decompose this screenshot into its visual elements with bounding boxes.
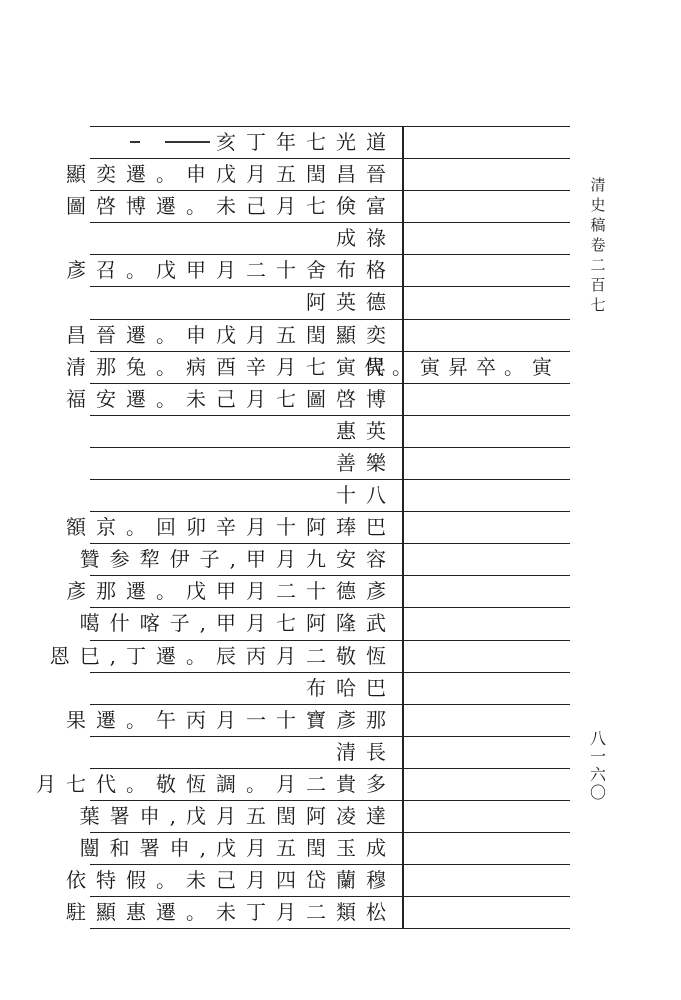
table-row: [90, 286, 570, 318]
cell-primary: [66, 384, 402, 415]
cell-text: 葉署申,戊月五閏阿凌達: [79, 803, 396, 828]
cell-secondary: [402, 737, 572, 768]
cell-secondary: [402, 705, 572, 736]
cell-primary: [79, 608, 402, 639]
cell-primary: [66, 897, 402, 928]
cell-primary: [90, 416, 402, 447]
table-row: [66, 383, 570, 415]
cell-text: 昌晉遷。申戊月五閏顯奕: [66, 322, 396, 347]
cell-text: 善樂: [336, 450, 396, 475]
cell-primary: [66, 352, 402, 383]
table-row: [90, 479, 570, 511]
cell-text: 噶什喀子,甲月七阿隆武: [79, 611, 396, 636]
cell-secondary: [402, 801, 572, 832]
table-row: [66, 254, 570, 286]
cell-text: 惠英: [336, 418, 396, 443]
volume-title: 清史稿卷二百七: [590, 176, 606, 314]
cell-secondary: [402, 448, 572, 479]
table-row: [66, 575, 570, 607]
cell-secondary: [402, 191, 572, 222]
cell-secondary: [402, 287, 572, 318]
table-row: [90, 222, 570, 254]
cell-primary: [90, 223, 402, 254]
table-row: [90, 672, 570, 704]
cell-text: 果遷。午丙月一十寶彥那: [66, 707, 396, 732]
cell-text: 亥丁年七光道: [216, 130, 396, 154]
table-row: [66, 190, 570, 222]
cell-text: 阿英德: [306, 290, 396, 315]
table-row: [90, 415, 570, 447]
cell-primary: [90, 480, 402, 511]
cell-text: 顯奕遷。申戊月五閏昌晉: [66, 162, 396, 187]
table-row: [90, 126, 570, 158]
cell-secondary: [402, 544, 572, 575]
table-row: [79, 832, 570, 864]
cell-secondary: [402, 127, 572, 158]
table-row: [49, 640, 570, 672]
cell-primary: [66, 159, 402, 190]
page-number: 八一六〇: [589, 729, 606, 802]
cell-text: 贊参犂伊子,甲月九安容: [79, 547, 396, 572]
cell-secondary: [402, 159, 572, 190]
dash-mark: [110, 141, 210, 143]
cell-secondary: [402, 833, 572, 864]
cell-secondary: [402, 223, 572, 254]
cell-primary: [79, 801, 402, 832]
table-row: [66, 351, 570, 383]
cell-text: 依特假。未己月四岱蘭穆: [66, 868, 396, 893]
cell-secondary: [402, 673, 572, 704]
cell-primary: [66, 191, 402, 222]
cell-secondary: [402, 512, 572, 543]
cell-text: 闓和署申,戊月五閏玉成: [79, 836, 396, 861]
cell-text: 清那兔。病酉辛月七寅昇: [66, 354, 396, 379]
cell-primary: [79, 544, 402, 575]
cell-secondary: [402, 416, 572, 447]
cell-secondary: [402, 255, 572, 286]
table-row: [79, 607, 570, 639]
cell-secondary: [402, 769, 572, 800]
cell-secondary: [402, 320, 572, 351]
table-row: [90, 736, 570, 768]
table-row: [66, 511, 570, 543]
cell-secondary: [402, 865, 572, 896]
cell-primary: [66, 865, 402, 896]
cell-primary: [66, 576, 402, 607]
cell-text: 代。寅昇卒。寅: [364, 354, 560, 379]
cell-text: 駐顯惠遷。未丁月二類松: [66, 900, 396, 925]
cell-primary: [90, 673, 402, 704]
cell-primary: [90, 737, 402, 768]
cell-text: 彥召。戊甲月二十舍布格: [66, 258, 396, 283]
table-row: [66, 319, 570, 351]
cell-secondary: [402, 576, 572, 607]
cell-secondary: [402, 384, 572, 415]
cell-secondary: [402, 641, 572, 672]
cell-secondary: [402, 480, 572, 511]
cell-secondary: [364, 352, 572, 383]
cell-primary: [49, 641, 402, 672]
cell-primary: [66, 512, 402, 543]
cell-text: 布哈巴: [306, 675, 396, 700]
table-row: [66, 864, 570, 896]
cell-primary: [79, 833, 402, 864]
table-row: [79, 800, 570, 832]
cell-primary: [90, 127, 402, 158]
cell-text: 十八: [336, 483, 396, 508]
cell-text: 彥那遷。戊甲月二十德彥: [66, 579, 396, 604]
cell-text: 額京。回卯辛月十阿琫巴: [66, 515, 396, 540]
cell-text: 清長: [336, 739, 396, 764]
cell-primary: [36, 769, 402, 800]
cell-secondary: [402, 608, 572, 639]
table-row: [66, 896, 570, 929]
cell-primary: [66, 320, 402, 351]
cell-primary: [90, 287, 402, 318]
table-row: [90, 447, 570, 479]
table-row: [66, 158, 570, 190]
cell-text: 成祿: [336, 226, 396, 251]
cell-text: 月七代。敬恆調。月二貴多: [36, 771, 396, 796]
register-table: [36, 126, 570, 929]
cell-text: 恩巳,丁遷。辰丙月二敬恆: [49, 643, 396, 668]
cell-text: 圖啓博遷。未己月七倹富: [66, 194, 396, 219]
cell-secondary: [402, 897, 572, 928]
table-row: [66, 704, 570, 736]
cell-primary: [66, 255, 402, 286]
cell-primary: [66, 705, 402, 736]
cell-text: 福安遷。未己月七圖啓博: [66, 386, 396, 411]
table-row: [36, 768, 570, 800]
cell-primary: [90, 448, 402, 479]
table-row: [79, 543, 570, 575]
